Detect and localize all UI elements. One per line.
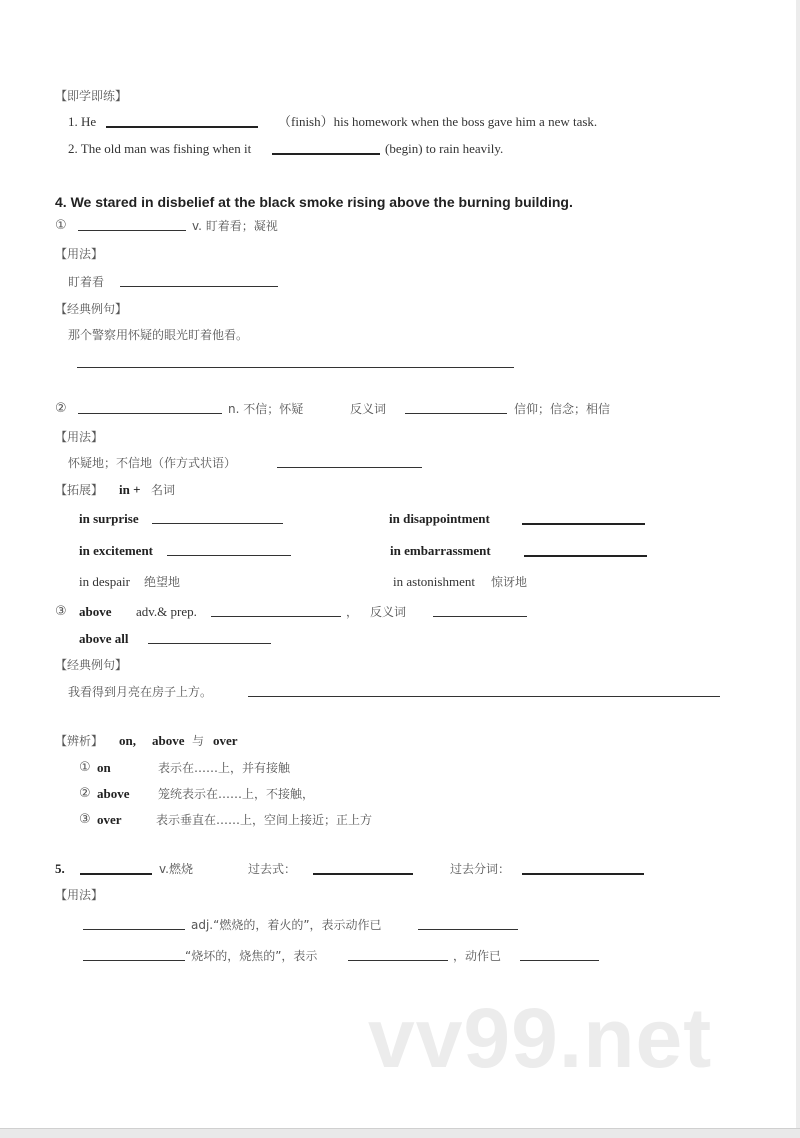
stare-usage-row	[0, 273, 800, 291]
disappointment-blank[interactable]	[522, 510, 645, 525]
surprise-blank[interactable]	[152, 510, 283, 524]
disbelief-usage-title-row	[0, 428, 800, 446]
disbelief-row	[0, 400, 800, 418]
phrase-excitement: in excitement	[79, 543, 154, 558]
above-example-text: 我看得到月亮在房子上方。	[68, 685, 213, 699]
example-title: 【经典例句】	[55, 302, 128, 316]
disbelief-usage-text: 怀疑地；不信地（作方式状语）	[68, 456, 237, 470]
phrase-embarrassment: in embarrassment	[390, 543, 491, 558]
above-antonym-label: 反义词	[370, 605, 407, 619]
practice-title: 【即学即练】	[55, 89, 128, 103]
line2-blank-1[interactable]	[348, 947, 448, 961]
usage-title: 【用法】	[55, 888, 104, 902]
item5-meaning: v.燃烧	[159, 862, 193, 876]
analysis-title: 【辨析】	[55, 734, 104, 748]
analysis-title-row	[0, 732, 800, 750]
phrase-row-3	[0, 573, 800, 591]
num-1: ①	[55, 218, 67, 233]
line2a-text: “烧坏的，烧焦的”，表示	[185, 949, 318, 963]
line1-blank[interactable]	[418, 916, 518, 930]
burnt-blank[interactable]	[83, 947, 185, 961]
extend-title: 【拓展】	[55, 483, 104, 497]
item5-row	[0, 860, 800, 878]
stare-row	[0, 217, 800, 235]
stare-example-text: 那个警察用怀疑的眼光盯着他看。	[68, 328, 249, 342]
antonym-label: 反义词	[350, 402, 387, 416]
above-comma: ，	[346, 605, 359, 619]
stare-example-row	[0, 326, 800, 344]
analysis-word: above	[97, 786, 130, 801]
item5-line2	[0, 947, 800, 965]
analysis-text: 表示在……上，并有接触	[158, 761, 291, 775]
disbelief-usage-row	[0, 454, 800, 472]
q1-blank[interactable]	[106, 113, 258, 128]
analysis-item	[0, 785, 800, 803]
analysis-item	[0, 759, 800, 777]
line2-blank-2[interactable]	[520, 947, 599, 961]
disbelief-blank[interactable]	[78, 400, 222, 414]
excitement-blank[interactable]	[167, 542, 291, 556]
line2b-text: ，动作已	[453, 949, 502, 963]
num-2: ②	[55, 401, 67, 416]
phrase-row-2	[0, 542, 800, 560]
analysis-above: above	[152, 733, 185, 748]
analysis-word: over	[97, 812, 122, 827]
q2-prefix: 2. The old man was fishing when it	[68, 141, 252, 156]
extend-row	[0, 481, 800, 499]
stare-blank[interactable]	[78, 217, 186, 231]
pp-blank[interactable]	[522, 860, 644, 875]
pp-label: 过去分词：	[450, 862, 511, 876]
above-example-row	[0, 683, 800, 701]
burning-blank[interactable]	[83, 916, 185, 930]
analysis-item	[0, 811, 800, 829]
usage-title: 【用法】	[55, 430, 104, 444]
stare-usage-blank[interactable]	[120, 273, 278, 287]
past-blank[interactable]	[313, 860, 413, 875]
embarrassment-blank[interactable]	[524, 542, 647, 557]
above-antonym-blank[interactable]	[433, 603, 527, 617]
above-pos: adv.& prep.	[136, 604, 197, 619]
antonym-meaning: 信仰；信念；相信	[514, 402, 611, 416]
page-right-edge	[796, 0, 800, 1137]
above-all: above all	[79, 631, 129, 646]
analysis-num: ①	[79, 760, 91, 775]
q1-suffix: （finish）his homework when the boss gave him a new task.	[278, 114, 598, 129]
belief-blank[interactable]	[405, 400, 507, 414]
item5-num: 5.	[55, 861, 65, 876]
analysis-num: ②	[79, 786, 91, 801]
above-row	[0, 603, 800, 621]
phrase-astonishment: in astonishment	[393, 574, 475, 589]
stare-usage-text: 盯着看	[68, 275, 105, 289]
example-title: 【经典例句】	[55, 658, 128, 672]
analysis-word: on	[97, 760, 111, 775]
above-word: above	[79, 604, 112, 619]
num-3: ③	[55, 604, 67, 619]
phrase-row-1	[0, 510, 800, 528]
analysis-over: over	[213, 733, 238, 748]
item5-line1	[0, 916, 800, 934]
q2-suffix: (begin) to rain heavily.	[385, 141, 504, 156]
analysis-text: 笼统表示在……上，不接触，	[158, 787, 315, 801]
q2-blank[interactable]	[272, 140, 380, 155]
extend-text: 名词	[151, 483, 176, 497]
stare-meaning: v. 盯着看；凝视	[192, 219, 278, 233]
above-blank[interactable]	[211, 603, 341, 617]
stare-translation-blank[interactable]	[77, 354, 514, 368]
item4-heading-row	[0, 193, 800, 211]
analysis-yu: 与	[192, 734, 205, 748]
practice-q2	[0, 140, 800, 158]
above-all-row	[0, 630, 800, 648]
usage-title: 【用法】	[55, 247, 104, 261]
item4-heading: 4. We stared in disbelief at the black smoke rising above the burning building.	[55, 194, 573, 210]
disbelief-usage-blank[interactable]	[277, 454, 422, 468]
disbelief-meaning: n. 不信；怀疑	[228, 402, 304, 416]
analysis-on: on,	[119, 733, 136, 748]
line1-text: adj.“燃烧的，着火的”，表示动作已	[191, 918, 382, 932]
despair-cn: 绝望地	[144, 575, 181, 589]
practice-q1	[0, 113, 800, 131]
q1-prefix: 1. He	[68, 114, 97, 129]
extend-bold: in +	[119, 482, 141, 497]
watermark: vv99.net	[368, 991, 713, 1085]
past-label: 过去式：	[248, 862, 297, 876]
stare-translation-row	[0, 354, 800, 372]
above-example-title-row	[0, 656, 800, 674]
practice-title-row	[0, 87, 800, 105]
stare-example-title-row	[0, 300, 800, 318]
phrase-surprise: in surprise	[79, 511, 139, 526]
astonishment-cn: 惊讶地	[491, 575, 528, 589]
analysis-num: ③	[79, 812, 91, 827]
phrase-disappointment: in disappointment	[389, 511, 490, 526]
phrase-despair: in despair	[79, 574, 130, 589]
above-translation-blank[interactable]	[248, 683, 720, 697]
stare-usage-title-row	[0, 245, 800, 263]
item5-usage-title-row	[0, 886, 800, 904]
above-all-blank[interactable]	[148, 630, 271, 644]
analysis-text: 表示垂直在……上，空间上接近；正上方	[156, 813, 373, 827]
burn-blank[interactable]	[80, 860, 152, 875]
